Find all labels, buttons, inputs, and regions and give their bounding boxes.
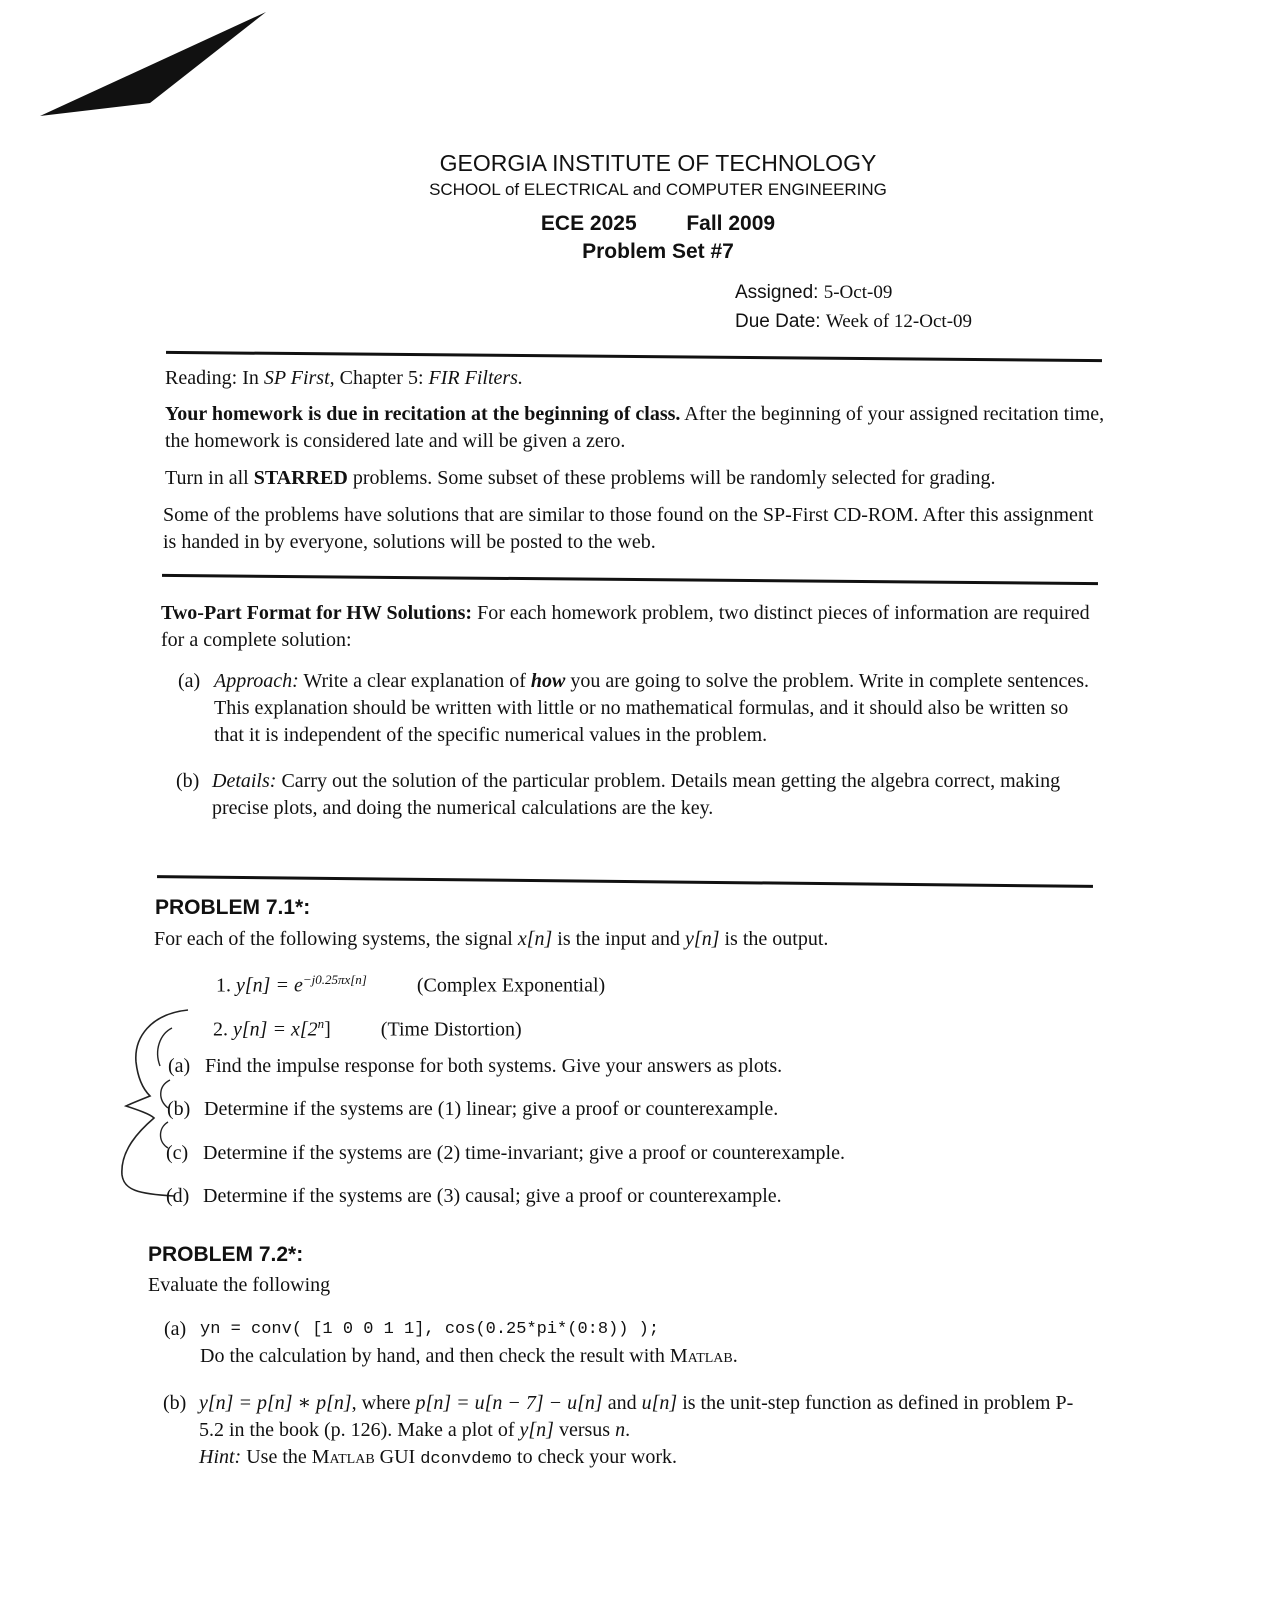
p72-hint-1: Use the — [241, 1446, 312, 1468]
problem-71-intro — [154, 926, 1094, 953]
scan-artifact — [0, 0, 300, 130]
p72-b-p: p[n] = u[n − 7] − u[n] — [415, 1392, 603, 1414]
format-heading: Two-Part Format for HW Solutions: — [161, 602, 473, 624]
reading-mid: , Chapter 5: — [329, 367, 429, 389]
due-line — [735, 311, 972, 333]
due-policy-bold: Your homework is due in recitation at the beginning of class. — [165, 403, 681, 425]
p72-b-end: . — [625, 1419, 631, 1441]
p72-hint-label: Hint: — [199, 1446, 242, 1468]
sys2-close: ] — [324, 1018, 331, 1041]
problem-set-title: Problem Set #7 — [582, 240, 734, 263]
system-1 — [216, 966, 916, 1000]
school-title: SCHOOL of ELECTRICAL and COMPUTER ENGINEERING — [429, 180, 887, 199]
p71-part-c — [166, 1140, 1066, 1167]
p72-b-y: y[n] — [519, 1419, 554, 1441]
p71-intro-1: For each of the following systems, the signal — [154, 928, 518, 950]
p72-b-rest: is the unit-step function as defined in problem P-5.2 in the book (p. 126). Make a plot of — [199, 1392, 1074, 1441]
p72-hint-3: to check your work. — [512, 1446, 677, 1468]
p72-a-text-1: Do the calculation by hand, and then check the result with — [200, 1345, 670, 1367]
reading-book: SP First — [263, 367, 330, 389]
system-2 — [213, 1010, 913, 1044]
sys1-exponent: −j0.25πx[n] — [302, 972, 367, 987]
problem-72-title: PROBLEM 7.2*: — [148, 1243, 304, 1266]
p72-hint-2: GUI — [374, 1446, 421, 1468]
p71-part-d-text: Determine if the systems are (3) causal; give a proof or counterexample. — [203, 1185, 782, 1207]
p71-y: y[n] — [685, 928, 720, 950]
sys2-exponent: n — [317, 1016, 325, 1031]
turnin-prefix: Turn in all — [165, 467, 254, 489]
p72-b-and: and — [602, 1392, 642, 1414]
p71-part-a — [168, 1053, 1068, 1080]
course-term: Fall 2009 — [686, 212, 776, 235]
format-b-title: Details: — [212, 770, 277, 792]
divider-top — [166, 351, 1102, 362]
p72-a-label: (a) — [164, 1318, 187, 1340]
format-item-b — [176, 768, 1096, 822]
assigned-value: 5-Oct-09 — [823, 282, 893, 303]
p71-part-b-label: (b) — [167, 1098, 191, 1120]
p72-a-text-2: . — [732, 1345, 738, 1367]
p72-hint-code: dconvdemo — [420, 1450, 513, 1469]
format-b-label: (b) — [176, 770, 200, 792]
p71-part-b-text: Determine if the systems are (1) linear; give a proof or counterexample. — [204, 1098, 779, 1120]
due-policy-text: After the beginning of your assigned recitation time, the homework is considered late and will be given a zero. — [165, 403, 1105, 452]
p72-part-b — [163, 1390, 1093, 1473]
p71-part-a-text: Find the impulse response for both systems. Give your answers as plots. — [205, 1055, 783, 1077]
solutions-paragraph: Some of the problems have solutions that are similar to those found on the SP-First CD-ROM. After this assignment is handed in by everyone, solutions will be posted to the web. — [163, 504, 1094, 553]
reading-line — [165, 365, 1105, 392]
p71-part-d-label: (d) — [166, 1185, 190, 1207]
p72-hint-matlab: Matlab — [311, 1446, 375, 1468]
p72-a-code: yn = conv( [1 0 0 1 1], cos(0.25*pi*(0:8)) ); — [200, 1320, 660, 1339]
p71-part-b — [167, 1096, 1067, 1123]
course-code: ECE 2025 — [540, 212, 637, 235]
p71-intro-2: is the input and — [552, 928, 686, 950]
problem-72-intro: Evaluate the following — [148, 1274, 331, 1296]
turnin-text: problems. Some subset of these problems will be randomly selected for grading. — [347, 467, 996, 489]
turnin-paragraph — [165, 465, 1105, 492]
sys2-name: (Time Distortion) — [380, 1018, 522, 1041]
p72-b-versus: versus — [553, 1419, 616, 1441]
sys2-num: 2. — [213, 1018, 228, 1041]
due-policy-paragraph — [165, 401, 1105, 455]
sys1-name: (Complex Exponential) — [416, 974, 606, 997]
format-a-text-1: Write a clear explanation of — [298, 670, 531, 692]
assigned-label: Assigned: — [735, 282, 819, 303]
turnin-bold: STARRED — [253, 467, 348, 489]
p71-intro-3: is the output. — [719, 928, 829, 950]
format-text: For each homework problem, two distinct pieces of information are required for a complete solution: — [161, 602, 1090, 651]
course-line — [0, 212, 1280, 236]
due-label: Due Date: — [735, 311, 821, 332]
sys1-num: 1. — [216, 974, 231, 997]
p71-x: x[n] — [517, 928, 553, 950]
sys2-equation: y[n] = x[2 — [233, 1018, 318, 1041]
divider-bottom — [157, 875, 1093, 888]
divider-middle — [162, 574, 1098, 585]
p72-b-u: u[n] — [641, 1392, 678, 1414]
format-a-text-2: you are going to solve the problem. Write in complete sentences. This explanation should be written with little or no mathematical formulas, and it should also be written so that it is independent of the specific numerical values in the problem. — [214, 670, 1090, 746]
p72-b-eq: y[n] = p[n] ∗ p[n] — [199, 1392, 352, 1414]
sys1-equation: y[n] = e — [236, 974, 303, 997]
problem-71-title: PROBLEM 7.1*: — [155, 896, 311, 919]
format-b-text: Carry out the solution of the particular problem. Details mean getting the algebra correct, making precise plots, and doing the numerical calculations are the key. — [212, 770, 1061, 819]
p72-b-n: n — [615, 1419, 626, 1441]
format-item-a — [178, 668, 1098, 749]
p72-b-label: (b) — [163, 1392, 187, 1414]
format-a-title: Approach: — [214, 670, 299, 692]
reading-prefix: Reading: In — [165, 367, 264, 389]
p72-hint — [199, 1444, 1093, 1473]
p71-part-a-label: (a) — [168, 1055, 191, 1077]
p71-part-c-label: (c) — [166, 1142, 189, 1164]
p71-part-d — [166, 1183, 1066, 1210]
assigned-line — [735, 282, 892, 304]
due-value: Week of 12-Oct-09 — [825, 311, 973, 332]
institution-title: GEORGIA INSTITUTE OF TECHNOLOGY — [439, 150, 877, 176]
p71-part-c-text: Determine if the systems are (2) time-invariant; give a proof or counterexample. — [203, 1142, 845, 1164]
reading-chapter: FIR Filters. — [428, 367, 523, 389]
format-a-label: (a) — [178, 670, 201, 692]
p72-b-where: , where — [351, 1392, 416, 1414]
format-paragraph — [161, 600, 1101, 654]
p72-part-a — [164, 1316, 1094, 1370]
p72-a-matlab: Matlab — [669, 1345, 733, 1367]
format-a-how: how — [530, 670, 566, 692]
